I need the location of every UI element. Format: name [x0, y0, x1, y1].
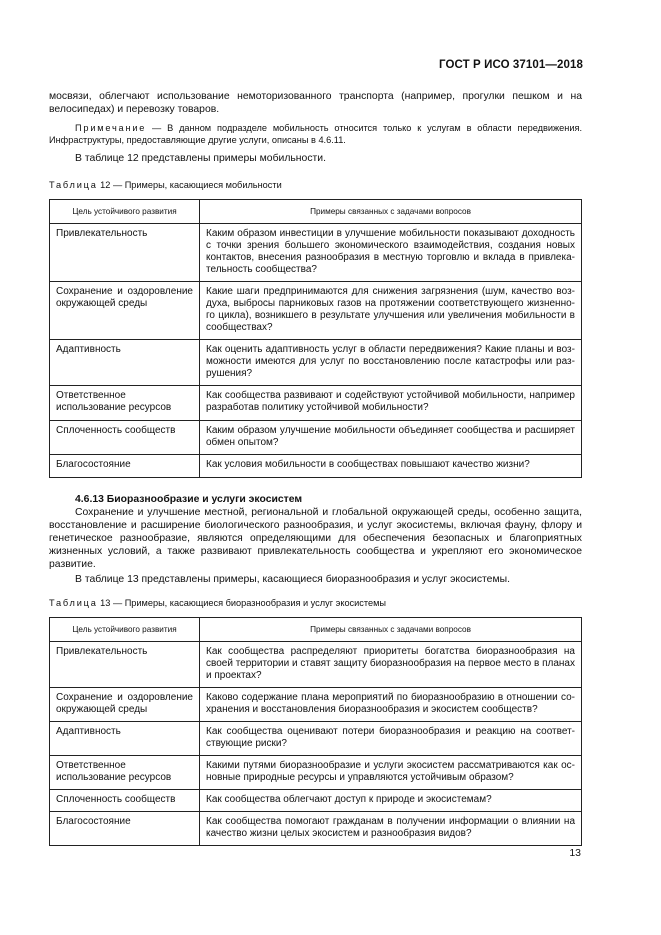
table13-caption-label: Таблица: [49, 598, 98, 608]
table-row: [50, 455, 582, 478]
goal-cell: Сохранение и оздоровление окружающей среды: [50, 282, 200, 340]
table-row: [50, 282, 582, 340]
standard-header: ГОСТ Р ИСО 37101—2018: [438, 59, 583, 71]
section-title: Биоразнообразие и услуги экосистем: [106, 494, 303, 505]
question-cell: Как сообщества помогают гражданам в получении информации о влиянии на качество жизни целых экосистем и разнообразия видов?: [200, 812, 582, 846]
table12-caption-text: 12 — Примеры, касающиеся мобильности: [97, 180, 282, 190]
table-row: [50, 812, 582, 846]
goal-cell: Благосостояние: [50, 455, 200, 478]
continuation-paragraph: мосвязи, облегчают использование немоторизованного транспорта (например, прогулки пешком и на велосипедах) и перевозку товаров.: [49, 91, 582, 115]
table12-caption-label: Таблица: [49, 180, 98, 190]
table-row: [50, 790, 582, 812]
question-cell: Каким образом инвестиции в улучшение мобильности показывают доходность с точки зрения большего экономического взаимодействия, создания новых контактов, внесения разнообразия в местную торговлю и вклада в привлекательность сообщества?: [200, 224, 582, 282]
goal-cell: Сплоченность сообществ: [50, 421, 200, 455]
table-row: [50, 756, 582, 790]
note-text: — В данном подразделе мобильность относится только к услугам в области передвижения. Инфраструктуры, предоставляющие другие услуги, описаны в 4.6.11.: [49, 123, 582, 145]
goal-cell: Сохранение и оздоровление окружающей среды: [50, 688, 200, 722]
column-header-examples: Примеры связанных с задачами вопросов: [200, 618, 582, 642]
page-body: [49, 90, 582, 846]
table-row: [50, 224, 582, 282]
goal-cell: Привлекательность: [50, 642, 200, 688]
section-heading: [49, 493, 582, 506]
column-header-examples: Примеры связанных с задачами вопросов: [200, 200, 582, 224]
column-header-goal: Цель устойчивого развития: [50, 200, 200, 224]
goal-cell: Сплоченность сообществ: [50, 790, 200, 812]
goal-cell: Ответственное использование ресурсов: [50, 386, 200, 421]
page-number: 13: [569, 847, 581, 859]
question-cell: Как сообщества облегчают доступ к природе и экосистемам?: [200, 790, 582, 812]
table-header-row: [50, 200, 582, 224]
table12-reference: В таблице 12 представлены примеры мобильности.: [75, 153, 326, 164]
goal-cell: Благосостояние: [50, 812, 200, 846]
biodiversity-table: [49, 617, 582, 846]
question-cell: Как сообщества оценивают потери биоразнообразия и реакцию на соответствующие риски?: [200, 722, 582, 756]
table13-caption: [49, 597, 582, 610]
column-header-goal: Цель устойчивого развития: [50, 618, 200, 642]
table12-caption: [49, 179, 582, 192]
table-row: [50, 421, 582, 455]
table13-reference: В таблице 13 представлены примеры, касающиеся биоразнообразия и услуг экосистемы.: [75, 574, 510, 585]
goal-cell: Адаптивность: [50, 722, 200, 756]
table13-caption-text: 13 — Примеры, касающиеся биоразнообразия и услуг экосистемы: [97, 598, 387, 608]
table-header-row: [50, 618, 582, 642]
table-row: [50, 386, 582, 421]
question-cell: Как сообщества распределяют приоритеты богатства биоразнообразия на своей территории и ставят защиту биоразнообразия на первое место в планах и проектах?: [200, 642, 582, 688]
goal-cell: Привлекательность: [50, 224, 200, 282]
goal-cell: Адаптивность: [50, 340, 200, 386]
question-cell: Каким образом улучшение мобильности объединяет сообщества и расширяет обмен опытом?: [200, 421, 582, 455]
question-cell: Как оценить адаптивность услуг в области передвижения? Какие планы и возможности имеются для услуг по восстановлению после катастрофы или разрушения?: [200, 340, 582, 386]
table-row: [50, 688, 582, 722]
question-cell: Как сообщества развивают и содействуют устойчивой мобильности, например разработав политику устойчивой мобильности?: [200, 386, 582, 421]
table-row: [50, 722, 582, 756]
note-paragraph: [49, 122, 582, 146]
table-row: [50, 340, 582, 386]
note-label: Примечание: [75, 123, 147, 133]
mobility-table: [49, 199, 582, 478]
question-cell: Какие шаги предпринимаются для снижения загрязнения (шум, качество воздуха, выбросы парниковых газов на протяжении соответствующего жизненного цикла), возникшего в результате улучшения или увеличения мобильности в сообществах?: [200, 282, 582, 340]
question-cell: Какими путями биоразнообразие и услуги экосистем рассматриваются как основные природные ресурсы и управляются устойчивым образом?: [200, 756, 582, 790]
section-paragraph: Сохранение и улучшение местной, региональной и глобальной окружающей среды, особенно защита, восстановление и расширение биологического разнообразия, и услуг экосистемы, включая фауну, флору и генетическое разнообразие, являются определяющими для обеспечения безопасных и благоприятных жизненных условий, а также развивают привлекательность сообщества и укрепляют его экономическое развитие.: [49, 507, 582, 570]
table-row: [50, 642, 582, 688]
question-cell: Как условия мобильности в сообществах повышают качество жизни?: [200, 455, 582, 478]
question-cell: Каково содержание плана мероприятий по биоразнообразию в отношении сохранения и восстановления биоразнообразия и экосистем сообществ?: [200, 688, 582, 722]
goal-cell: Ответственное использование ресурсов: [50, 756, 200, 790]
section-number: 4.6.13: [75, 494, 104, 505]
